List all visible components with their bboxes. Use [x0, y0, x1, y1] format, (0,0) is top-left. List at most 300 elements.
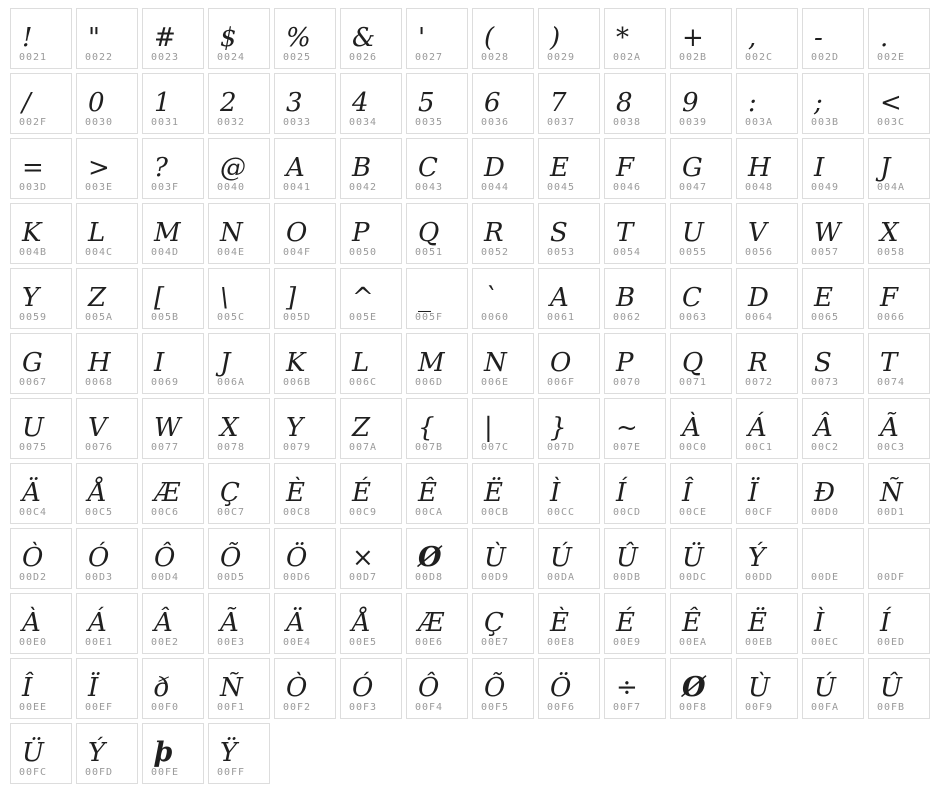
glyph-cell	[604, 528, 666, 589]
glyph-preview: À	[682, 413, 701, 443]
unicode-code-label: 0032	[217, 117, 246, 128]
glyph-preview: Ù	[748, 673, 770, 703]
unicode-code-label: 00F2	[283, 702, 312, 713]
glyph-cell	[142, 8, 204, 69]
glyph-preview: Ì	[814, 608, 825, 638]
glyph-preview: U	[22, 413, 44, 443]
glyph-cell	[868, 333, 930, 394]
glyph-cell	[340, 593, 402, 654]
unicode-code-label: 0068	[85, 377, 114, 388]
unicode-code-label: 0037	[547, 117, 576, 128]
glyph-cell	[208, 723, 270, 784]
glyph-preview: $	[220, 23, 237, 53]
glyph-cell	[802, 203, 864, 264]
glyph-cell	[538, 73, 600, 134]
glyph-cell	[472, 398, 534, 459]
glyph-cell	[274, 398, 336, 459]
glyph-cell	[604, 333, 666, 394]
unicode-code-label: 0042	[349, 182, 378, 193]
unicode-code-label: 0036	[481, 117, 510, 128]
unicode-code-label: 00FB	[877, 702, 906, 713]
unicode-code-label: 0023	[151, 52, 180, 63]
glyph-preview: Ø	[682, 672, 706, 703]
unicode-code-label: 0061	[547, 312, 576, 323]
unicode-code-label: 00D7	[349, 572, 378, 583]
unicode-code-label: 00C6	[151, 507, 180, 518]
unicode-code-label: 0041	[283, 182, 312, 193]
glyph-cell	[208, 528, 270, 589]
unicode-code-label: 002F	[19, 117, 48, 128]
unicode-code-label: 0066	[877, 312, 906, 323]
glyph-cell	[274, 268, 336, 329]
glyph-preview: L	[352, 348, 370, 378]
glyph-preview: Ñ	[880, 478, 903, 508]
unicode-code-label: 00CA	[415, 507, 444, 518]
glyph-cell	[406, 268, 468, 329]
glyph-cell	[142, 203, 204, 264]
glyph-cell	[274, 333, 336, 394]
glyph-cell	[736, 528, 798, 589]
glyph-cell	[340, 73, 402, 134]
glyph-preview: Ç	[484, 608, 504, 638]
unicode-code-label: 0056	[745, 247, 774, 258]
unicode-code-label: 00DC	[679, 572, 708, 583]
unicode-code-label: 0048	[745, 182, 774, 193]
unicode-code-label: 005F	[415, 312, 444, 323]
unicode-code-label: 0033	[283, 117, 312, 128]
glyph-preview: Ã	[220, 608, 239, 638]
glyph-preview: R	[484, 218, 504, 248]
glyph-cell	[472, 138, 534, 199]
unicode-code-label: 00FF	[217, 767, 246, 778]
glyph-preview: D	[748, 283, 769, 313]
glyph-cell	[340, 398, 402, 459]
glyph-cell	[406, 463, 468, 524]
glyph-cell	[142, 593, 204, 654]
glyph-cell	[868, 203, 930, 264]
glyph-preview: Ü	[682, 543, 704, 573]
glyph-cell	[736, 138, 798, 199]
unicode-code-label: 00F6	[547, 702, 576, 713]
glyph-preview: J	[220, 348, 231, 378]
unicode-code-label: 005C	[217, 312, 246, 323]
glyph-preview: Ø	[418, 542, 442, 573]
glyph-preview: ð	[154, 673, 170, 703]
glyph-cell	[472, 463, 534, 524]
unicode-code-label: 007D	[547, 442, 576, 453]
glyph-preview: Y	[22, 283, 40, 313]
glyph-preview: K	[22, 218, 42, 248]
unicode-code-label: 003D	[19, 182, 48, 193]
glyph-preview: _	[418, 283, 431, 313]
glyph-cell	[406, 203, 468, 264]
glyph-cell	[604, 593, 666, 654]
glyph-preview: Ý	[88, 738, 106, 768]
glyph-preview: Î	[682, 478, 693, 508]
unicode-code-label: 00FA	[811, 702, 840, 713]
glyph-preview: Ï	[88, 673, 99, 703]
unicode-code-label: 0065	[811, 312, 840, 323]
glyph-cell	[142, 723, 204, 784]
glyph-preview: Â	[154, 608, 173, 638]
glyph-preview: V	[748, 218, 767, 248]
unicode-code-label: 003B	[811, 117, 840, 128]
glyph-cell	[802, 8, 864, 69]
glyph-cell	[670, 73, 732, 134]
glyph-cell	[736, 463, 798, 524]
glyph-cell	[274, 463, 336, 524]
unicode-code-label: 0049	[811, 182, 840, 193]
glyph-preview: *	[616, 23, 629, 53]
unicode-code-label: 00ED	[877, 637, 906, 648]
glyph-cell	[802, 528, 864, 589]
unicode-code-label: 002E	[877, 52, 906, 63]
unicode-code-label: 0074	[877, 377, 906, 388]
unicode-code-label: 0029	[547, 52, 576, 63]
unicode-code-label: 00EF	[85, 702, 114, 713]
unicode-code-label: 00C8	[283, 507, 312, 518]
glyph-cell	[406, 333, 468, 394]
unicode-code-label: 00CD	[613, 507, 642, 518]
unicode-code-label: 0031	[151, 117, 180, 128]
unicode-code-label: 00DD	[745, 572, 774, 583]
glyph-preview: W	[154, 413, 181, 443]
glyph-preview: Î	[22, 673, 33, 703]
glyph-preview: Æ	[154, 478, 181, 508]
glyph-cell	[868, 8, 930, 69]
unicode-code-label: 007B	[415, 442, 444, 453]
glyph-preview: È	[286, 478, 305, 508]
glyph-preview: P	[352, 218, 370, 248]
glyph-cell	[406, 8, 468, 69]
unicode-code-label: 006D	[415, 377, 444, 388]
unicode-code-label: 006A	[217, 377, 246, 388]
glyph-cell	[274, 138, 336, 199]
unicode-code-label: 00EA	[679, 637, 708, 648]
unicode-code-label: 0057	[811, 247, 840, 258]
glyph-cell	[340, 203, 402, 264]
glyph-cell	[142, 463, 204, 524]
glyph-cell	[472, 658, 534, 719]
unicode-code-label: 00D6	[283, 572, 312, 583]
unicode-code-label: 003E	[85, 182, 114, 193]
glyph-cell	[340, 658, 402, 719]
glyph-preview: ^	[352, 283, 374, 313]
glyph-preview: (	[484, 23, 495, 53]
glyph-cell	[538, 528, 600, 589]
glyph-cell	[604, 73, 666, 134]
glyph-preview: !	[22, 23, 33, 53]
glyph-cell	[10, 268, 72, 329]
glyph-cell	[472, 528, 534, 589]
unicode-code-label: 00C9	[349, 507, 378, 518]
glyph-cell	[208, 73, 270, 134]
unicode-code-label: 00F4	[415, 702, 444, 713]
glyph-preview: Ê	[682, 608, 701, 638]
glyph-preview: ?	[154, 153, 168, 183]
glyph-preview: Å	[352, 608, 371, 638]
glyph-cell	[670, 463, 732, 524]
glyph-cell	[406, 73, 468, 134]
unicode-code-label: 004C	[85, 247, 114, 258]
glyph-cell	[208, 203, 270, 264]
unicode-code-label: 007C	[481, 442, 510, 453]
glyph-preview: É	[352, 478, 371, 508]
unicode-code-label: 0025	[283, 52, 312, 63]
glyph-preview: Ó	[352, 673, 374, 703]
unicode-code-label: 00F0	[151, 702, 180, 713]
glyph-preview: ÷	[616, 673, 638, 703]
glyph-preview: H	[748, 153, 771, 183]
glyph-preview: Z	[88, 283, 107, 313]
glyph-cell	[472, 203, 534, 264]
glyph-cell	[670, 203, 732, 264]
glyph-preview: A	[550, 283, 569, 313]
unicode-code-label: 0059	[19, 312, 48, 323]
glyph-preview: B	[352, 153, 372, 183]
unicode-code-label: 0071	[679, 377, 708, 388]
glyph-cell	[736, 268, 798, 329]
unicode-code-label: 00EE	[19, 702, 48, 713]
unicode-code-label: 0022	[85, 52, 114, 63]
glyph-cell	[538, 658, 600, 719]
glyph-preview: A	[286, 153, 305, 183]
glyph-cell	[76, 398, 138, 459]
glyph-cell	[76, 268, 138, 329]
glyph-cell	[670, 593, 732, 654]
unicode-code-label: 0046	[613, 182, 642, 193]
glyph-preview: R	[748, 348, 768, 378]
glyph-preview: J	[880, 153, 891, 183]
unicode-code-label: 003A	[745, 117, 774, 128]
glyph-cell	[802, 658, 864, 719]
glyph-cell	[76, 333, 138, 394]
glyph-cell	[802, 593, 864, 654]
unicode-code-label: 0076	[85, 442, 114, 453]
glyph-preview: [	[154, 283, 165, 313]
glyph-cell	[76, 593, 138, 654]
glyph-cell	[10, 528, 72, 589]
glyph-cell	[868, 593, 930, 654]
glyph-cell	[208, 463, 270, 524]
unicode-code-label: 004F	[283, 247, 312, 258]
glyph-cell	[472, 268, 534, 329]
glyph-cell	[340, 463, 402, 524]
glyph-cell	[604, 203, 666, 264]
glyph-cell	[736, 593, 798, 654]
unicode-code-label: 005A	[85, 312, 114, 323]
unicode-code-label: 00C1	[745, 442, 774, 453]
glyph-preview: G	[682, 153, 703, 183]
unicode-code-label: 00E5	[349, 637, 378, 648]
glyph-cell	[142, 138, 204, 199]
unicode-code-label: 00D5	[217, 572, 246, 583]
glyph-preview: Û	[616, 543, 638, 573]
unicode-code-label: 00CE	[679, 507, 708, 518]
glyph-preview: Ó	[88, 543, 110, 573]
unicode-code-label: 00E6	[415, 637, 444, 648]
glyph-preview: Ñ	[220, 673, 243, 703]
glyph-preview: Ü	[22, 738, 44, 768]
glyph-cell	[670, 268, 732, 329]
glyph-cell	[604, 138, 666, 199]
glyph-preview: S	[550, 218, 568, 248]
glyph-cell	[208, 398, 270, 459]
glyph-cell	[472, 333, 534, 394]
glyph-cell	[538, 333, 600, 394]
unicode-code-label: 0047	[679, 182, 708, 193]
unicode-code-label: 0028	[481, 52, 510, 63]
unicode-code-label: 00E7	[481, 637, 510, 648]
unicode-code-label: 00F3	[349, 702, 378, 713]
glyph-preview: W	[814, 218, 841, 248]
glyph-preview: N	[484, 348, 507, 378]
unicode-code-label: 0079	[283, 442, 312, 453]
glyph-preview: 4	[352, 88, 369, 118]
unicode-code-label: 00E3	[217, 637, 246, 648]
glyph-preview: I	[154, 348, 165, 378]
unicode-code-label: 00C3	[877, 442, 906, 453]
unicode-code-label: 002C	[745, 52, 774, 63]
glyph-preview: ]	[286, 283, 297, 313]
glyph-cell	[340, 333, 402, 394]
glyph-preview: Ö	[286, 543, 308, 573]
unicode-code-label: 00CC	[547, 507, 576, 518]
glyph-preview: 2	[220, 88, 237, 118]
glyph-cell	[604, 658, 666, 719]
unicode-code-label: 0027	[415, 52, 444, 63]
glyph-preview: ~	[616, 413, 638, 443]
glyph-preview: Ô	[154, 543, 176, 573]
glyph-cell	[538, 593, 600, 654]
glyph-preview: X	[220, 413, 239, 443]
glyph-cell	[142, 658, 204, 719]
glyph-preview: þ	[154, 737, 173, 768]
glyph-preview: Ú	[550, 543, 572, 573]
glyph-cell	[10, 398, 72, 459]
glyph-cell	[340, 528, 402, 589]
unicode-code-label: 00EB	[745, 637, 774, 648]
unicode-code-label: 0035	[415, 117, 444, 128]
glyph-preview: Ÿ	[220, 738, 238, 768]
glyph-cell	[472, 593, 534, 654]
glyph-cell	[208, 138, 270, 199]
glyph-preview: >	[88, 153, 110, 183]
glyph-preview: Ì	[550, 478, 561, 508]
unicode-code-label: 0072	[745, 377, 774, 388]
glyph-cell	[76, 463, 138, 524]
glyph-preview: Z	[352, 413, 371, 443]
glyph-cell	[10, 73, 72, 134]
unicode-code-label: 005D	[283, 312, 312, 323]
unicode-code-label: 00C2	[811, 442, 840, 453]
glyph-preview: .	[880, 23, 889, 53]
glyph-preview: Ô	[418, 673, 440, 703]
glyph-preview: &	[352, 23, 376, 53]
unicode-code-label: 00E8	[547, 637, 576, 648]
glyph-cell	[670, 333, 732, 394]
unicode-code-label: 004B	[19, 247, 48, 258]
glyph-cell	[142, 528, 204, 589]
unicode-code-label: 00C7	[217, 507, 246, 518]
unicode-code-label: 0034	[349, 117, 378, 128]
unicode-code-label: 00F1	[217, 702, 246, 713]
glyph-cell	[10, 723, 72, 784]
glyph-cell	[736, 333, 798, 394]
glyph-preview: Ä	[286, 608, 305, 638]
unicode-code-label: 00F9	[745, 702, 774, 713]
glyph-preview: \	[220, 283, 229, 313]
glyph-cell	[736, 73, 798, 134]
glyph-preview: T	[616, 218, 634, 248]
glyph-preview: 6	[484, 88, 501, 118]
glyph-preview: C	[418, 153, 438, 183]
unicode-code-label: 0044	[481, 182, 510, 193]
glyph-cell	[868, 138, 930, 199]
glyph-cell	[142, 398, 204, 459]
glyph-preview: Ï	[748, 478, 759, 508]
glyph-cell	[142, 73, 204, 134]
glyph-preview: Ë	[484, 478, 503, 508]
glyph-preview: M	[418, 348, 445, 378]
glyph-preview: N	[220, 218, 243, 248]
unicode-code-label: 0051	[415, 247, 444, 258]
glyph-preview: Â	[814, 413, 833, 443]
unicode-code-label: 005B	[151, 312, 180, 323]
glyph-preview: Y	[286, 413, 304, 443]
unicode-code-label: 0077	[151, 442, 180, 453]
glyph-cell	[208, 593, 270, 654]
glyph-preview: @	[220, 153, 246, 183]
glyph-preview: D	[484, 153, 505, 183]
unicode-code-label: 00FD	[85, 767, 114, 778]
glyph-cell	[340, 8, 402, 69]
glyph-preview: "	[88, 23, 100, 53]
glyph-cell	[10, 593, 72, 654]
glyph-cell	[76, 73, 138, 134]
glyph-preview: P	[616, 348, 634, 378]
unicode-code-label: 0058	[877, 247, 906, 258]
unicode-code-label: 0038	[613, 117, 642, 128]
glyph-preview: Í	[616, 478, 627, 508]
unicode-code-label: 0075	[19, 442, 48, 453]
glyph-cell	[472, 8, 534, 69]
glyph-cell	[670, 8, 732, 69]
glyph-cell	[802, 333, 864, 394]
unicode-code-label: 00DF	[877, 572, 906, 583]
glyph-preview: G	[22, 348, 43, 378]
unicode-code-label: 00D0	[811, 507, 840, 518]
glyph-preview: }	[550, 413, 567, 443]
glyph-preview: ×	[352, 543, 374, 573]
unicode-code-label: 007E	[613, 442, 642, 453]
glyph-cell	[868, 463, 930, 524]
glyph-preview: V	[88, 413, 107, 443]
unicode-code-label: 002A	[613, 52, 642, 63]
glyph-preview: 9	[682, 88, 699, 118]
glyph-preview: E	[814, 283, 833, 313]
glyph-cell	[538, 463, 600, 524]
unicode-code-label: 00EC	[811, 637, 840, 648]
unicode-code-label: 003C	[877, 117, 906, 128]
glyph-preview: S	[814, 348, 832, 378]
glyph-preview: O	[286, 218, 308, 248]
glyph-cell	[538, 8, 600, 69]
unicode-code-label: 0064	[745, 312, 774, 323]
unicode-code-label: 00E2	[151, 637, 180, 648]
glyph-cell	[406, 658, 468, 719]
glyph-cell	[142, 333, 204, 394]
